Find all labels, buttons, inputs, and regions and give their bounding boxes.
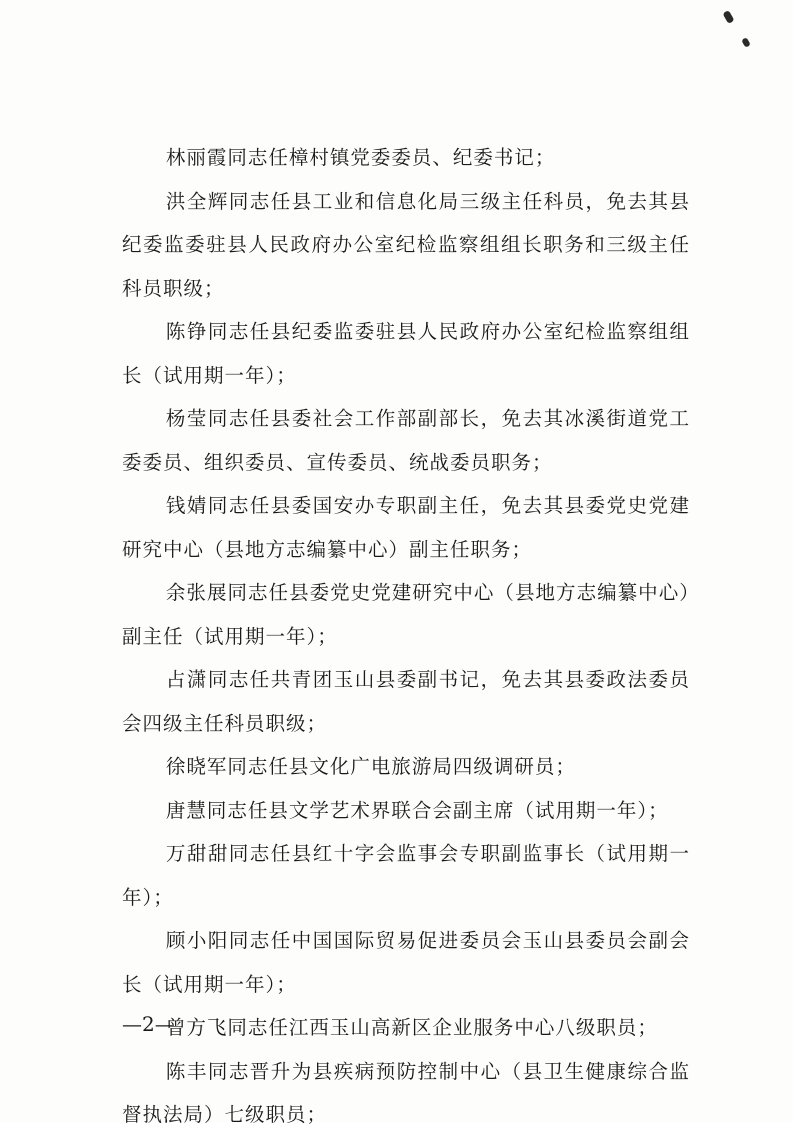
paragraph: 徐晓军同志任县文化广电旅游局四级调研员； (165, 755, 576, 778)
paragraph: 钱婧同志任县委国安办专职副主任，免去其县委党史党建研究中心（县地方志编纂中心）副主任职务； (122, 494, 690, 561)
scan-mark (722, 10, 734, 24)
paragraph: 曾方飞同志任江西玉山高新区企业服务中心八级职员； (165, 1016, 658, 1039)
paragraph: 洪全辉同志任县工业和信息化局三级主任科员，免去其县纪委监委驻县人民政府办公室纪检监察组组长职务和三级主任科员职级； (122, 189, 690, 300)
paragraph: 余张展同志任县委党史党建研究中心（县地方志编纂中心）副主任（试用期一年）； (122, 581, 690, 648)
paragraph: 占潇同志任共青团玉山县委副书记，免去其县委政法委员会四级主任科员职级； (122, 668, 690, 735)
document-body (122, 136, 690, 1137)
scan-mark (741, 37, 751, 48)
page-number: —2— (122, 1012, 175, 1036)
paragraph: 万甜甜同志任县红十字会监事会专职副监事长（试用期一年）； (122, 842, 690, 909)
paragraph: 陈丰同志晋升为县疾病预防控制中心（县卫生健康综合监督执法局）七级职员； (122, 1059, 690, 1126)
paragraph: 顾小阳同志任中国国际贸易促进委员会玉山县委员会副会长（试用期一年）； (122, 929, 690, 996)
paragraph: 唐慧同志任县文学艺术界联合会副主席（试用期一年）； (165, 798, 669, 822)
paragraph: 杨莹同志任县委社会工作部副部长，免去其冰溪街道党工委委员、组织委员、宣传委员、统战委员职务； (122, 407, 690, 474)
paragraph: 林丽霞同志任樟村镇党委委员、纪委书记； (165, 146, 556, 169)
paragraph: 陈铮同志任县纪委监委驻县人民政府办公室纪检监察组组长（试用期一年）； (122, 320, 690, 387)
